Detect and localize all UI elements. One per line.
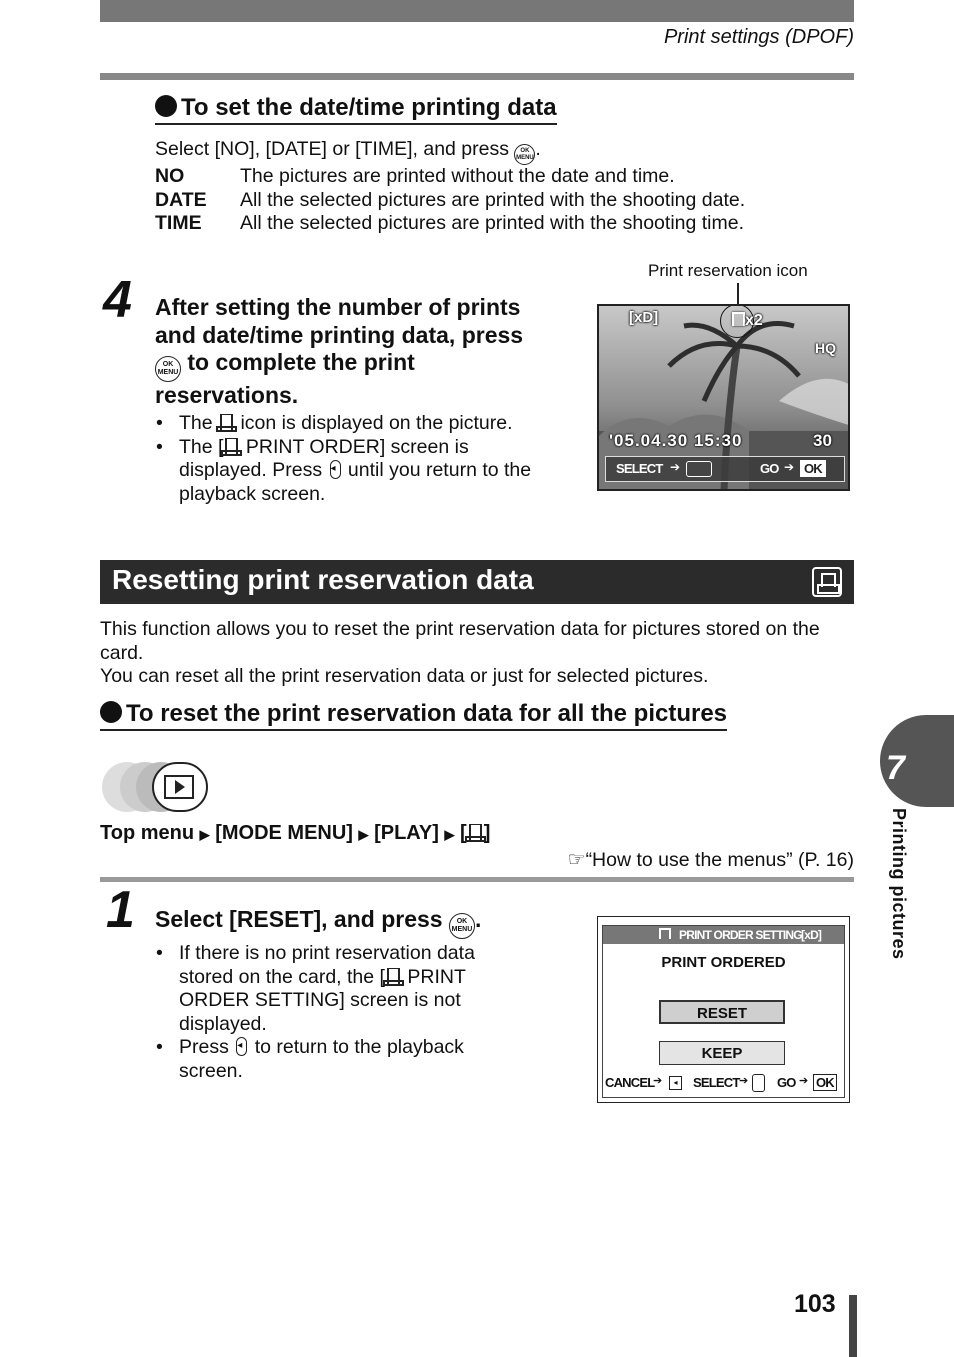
reset-para1: This function allows you to reset the print reservation data for pictures stored on the card. <box>100 618 820 664</box>
step-number: 4 <box>103 271 132 329</box>
datetime-intro <box>155 138 845 165</box>
reset-intro <box>100 618 854 689</box>
bullet-text: The [ <box>179 435 224 458</box>
card-indicator: [xD] <box>629 309 659 326</box>
playback-mode-icon <box>102 762 214 812</box>
section-title: Resetting print reservation data <box>112 564 534 595</box>
reset-para2: You can reset all the print reservation data or just for selected pictures. <box>100 665 709 687</box>
intro-end: . <box>535 138 541 160</box>
option-desc: All the selected pictures are printed with the shooting date. <box>240 188 746 211</box>
left-arrow-icon <box>236 1037 247 1056</box>
menu-bracket: [ <box>460 822 467 844</box>
chapter-tab <box>880 715 954 807</box>
left-key-icon: ◂ <box>669 1076 682 1090</box>
section-rule <box>100 877 854 882</box>
step4-title-b: press <box>461 321 524 348</box>
reset-subheading-text: To reset the print reservation data for all the pictures <box>126 700 728 727</box>
osd-control-bar <box>605 456 845 482</box>
option-term: NO <box>155 165 185 187</box>
print-order-setting-screen <box>597 916 850 1103</box>
cancel-label: CANCEL <box>605 1075 655 1090</box>
step-number: 1 <box>106 881 135 939</box>
step4-title-c: to complete the print reservations. <box>155 349 415 408</box>
step1-title-text: Select [RESET], and press <box>155 906 443 932</box>
callout-line <box>737 283 739 305</box>
bullet-text: PRINT ORDER] screen is displayed. Press <box>179 435 469 481</box>
print-icon <box>469 824 482 841</box>
step4-title-a: After setting the number of prints and date/time printing data, <box>155 294 521 348</box>
header-rule <box>100 73 854 80</box>
list-item <box>155 942 505 1036</box>
lcd-control-bar <box>605 1073 845 1091</box>
option-no <box>155 165 845 189</box>
header-bar <box>100 0 854 22</box>
bullet-dot-icon <box>100 701 122 723</box>
reference-text: “How to use the menus” (P. 16) <box>585 849 854 871</box>
ok-button-icon: OK MENU <box>449 913 475 939</box>
menu-play: [PLAY] <box>374 822 439 844</box>
ok-label: OK <box>813 1074 837 1091</box>
pointing-hand-icon: ☞ <box>567 849 586 871</box>
option-term: TIME <box>155 212 202 234</box>
frame-number: 30 <box>813 431 832 450</box>
keep-button[interactable]: KEEP <box>659 1041 785 1065</box>
triangle-right-icon: ▶ <box>444 827 455 842</box>
callout-label: Print reservation icon <box>648 261 808 280</box>
go-label: GO <box>777 1075 796 1090</box>
menu-path <box>100 822 490 845</box>
option-date <box>155 189 845 213</box>
bullet-text: PRINT ORDER SETTING] screen is not displayed. <box>179 965 466 1035</box>
print-count: x2 <box>745 312 763 329</box>
list-item <box>155 412 555 436</box>
quality-indicator: HQ <box>815 340 836 356</box>
triangle-right-icon: ▶ <box>358 827 369 842</box>
option-desc: The pictures are printed without the date and time. <box>240 165 675 187</box>
print-icon <box>659 928 671 939</box>
go-label: GO <box>760 461 779 476</box>
bullet-text: until you return to the playback screen. <box>179 459 532 505</box>
option-desc: All the selected pictures are printed with the shooting time. <box>240 212 745 234</box>
list-item <box>155 436 555 507</box>
header-title: Print settings (DPOF) <box>663 26 854 48</box>
bullet-text: The <box>179 412 213 434</box>
page-number: 103 <box>794 1290 836 1318</box>
step1-title <box>155 906 481 939</box>
bullet-text: to return to the playback screen. <box>179 1036 464 1082</box>
datetime-stamp: '05.04.30 15:30 <box>609 431 743 450</box>
right-arrow-icon: ➔ <box>739 1075 749 1087</box>
menu-bracket: ] <box>483 822 491 844</box>
camera-screen-photo <box>597 304 850 491</box>
right-arrow-icon: ➔ <box>799 1075 809 1087</box>
step1-title-end: . <box>474 906 482 932</box>
ok-button-icon: OK MENU <box>155 356 181 382</box>
page-reference <box>568 847 854 872</box>
menu-mode: [MODE MENU] <box>215 822 353 844</box>
triangle-right-icon: ▶ <box>199 827 210 842</box>
lcd-frame <box>602 925 845 1098</box>
reset-subheading <box>100 700 727 731</box>
bullet-dot-icon <box>155 95 177 117</box>
select-label: SELECT <box>693 1075 740 1090</box>
print-reservation-icon <box>732 312 745 326</box>
select-label: SELECT <box>616 461 663 476</box>
menu-top: Top menu <box>100 822 195 844</box>
bullet-text: If there is no print reservation data stored on the card, the [ <box>179 942 475 988</box>
lcd-status: PRINT ORDERED <box>661 954 786 971</box>
step4-bullets <box>155 412 555 506</box>
section-bar <box>100 560 854 604</box>
chapter-number: 7 <box>886 749 905 787</box>
intro-text: Select [NO], [DATE] or [TIME], and press <box>155 138 509 160</box>
ok-button-icon: OK MENU <box>514 144 535 165</box>
option-time <box>155 212 845 236</box>
right-arrow-icon: ➔ <box>653 1075 663 1087</box>
card-indicator: [xD] <box>801 928 822 942</box>
step1-bullets <box>155 942 505 1083</box>
lcd-title-bar <box>603 926 844 944</box>
page-edge-bar <box>849 1295 857 1357</box>
print-icon <box>220 414 233 431</box>
reset-button[interactable]: RESET <box>659 1000 785 1024</box>
datetime-heading <box>155 94 557 125</box>
right-arrow-icon: ➔ <box>670 460 681 474</box>
print-icon <box>225 438 238 455</box>
datetime-heading-text: To set the date/time printing data <box>181 94 557 121</box>
bullet-text: icon is displayed on the picture. <box>240 412 513 434</box>
datetime-body <box>155 138 845 236</box>
left-arrow-icon <box>330 460 341 479</box>
lcd-title: PRINT ORDER SETTING <box>679 928 802 942</box>
ok-label: OK <box>800 460 826 477</box>
chapter-label: Printing pictures <box>889 808 909 960</box>
updown-key-icon <box>752 1074 765 1092</box>
bullet-text: Press <box>179 1036 229 1058</box>
print-icon <box>812 567 842 597</box>
step4-title <box>155 294 555 410</box>
dpad-icon <box>686 461 712 477</box>
list-item <box>155 1036 505 1083</box>
print-icon <box>387 968 400 985</box>
option-term: DATE <box>155 188 207 211</box>
right-arrow-icon: ➔ <box>784 460 795 474</box>
